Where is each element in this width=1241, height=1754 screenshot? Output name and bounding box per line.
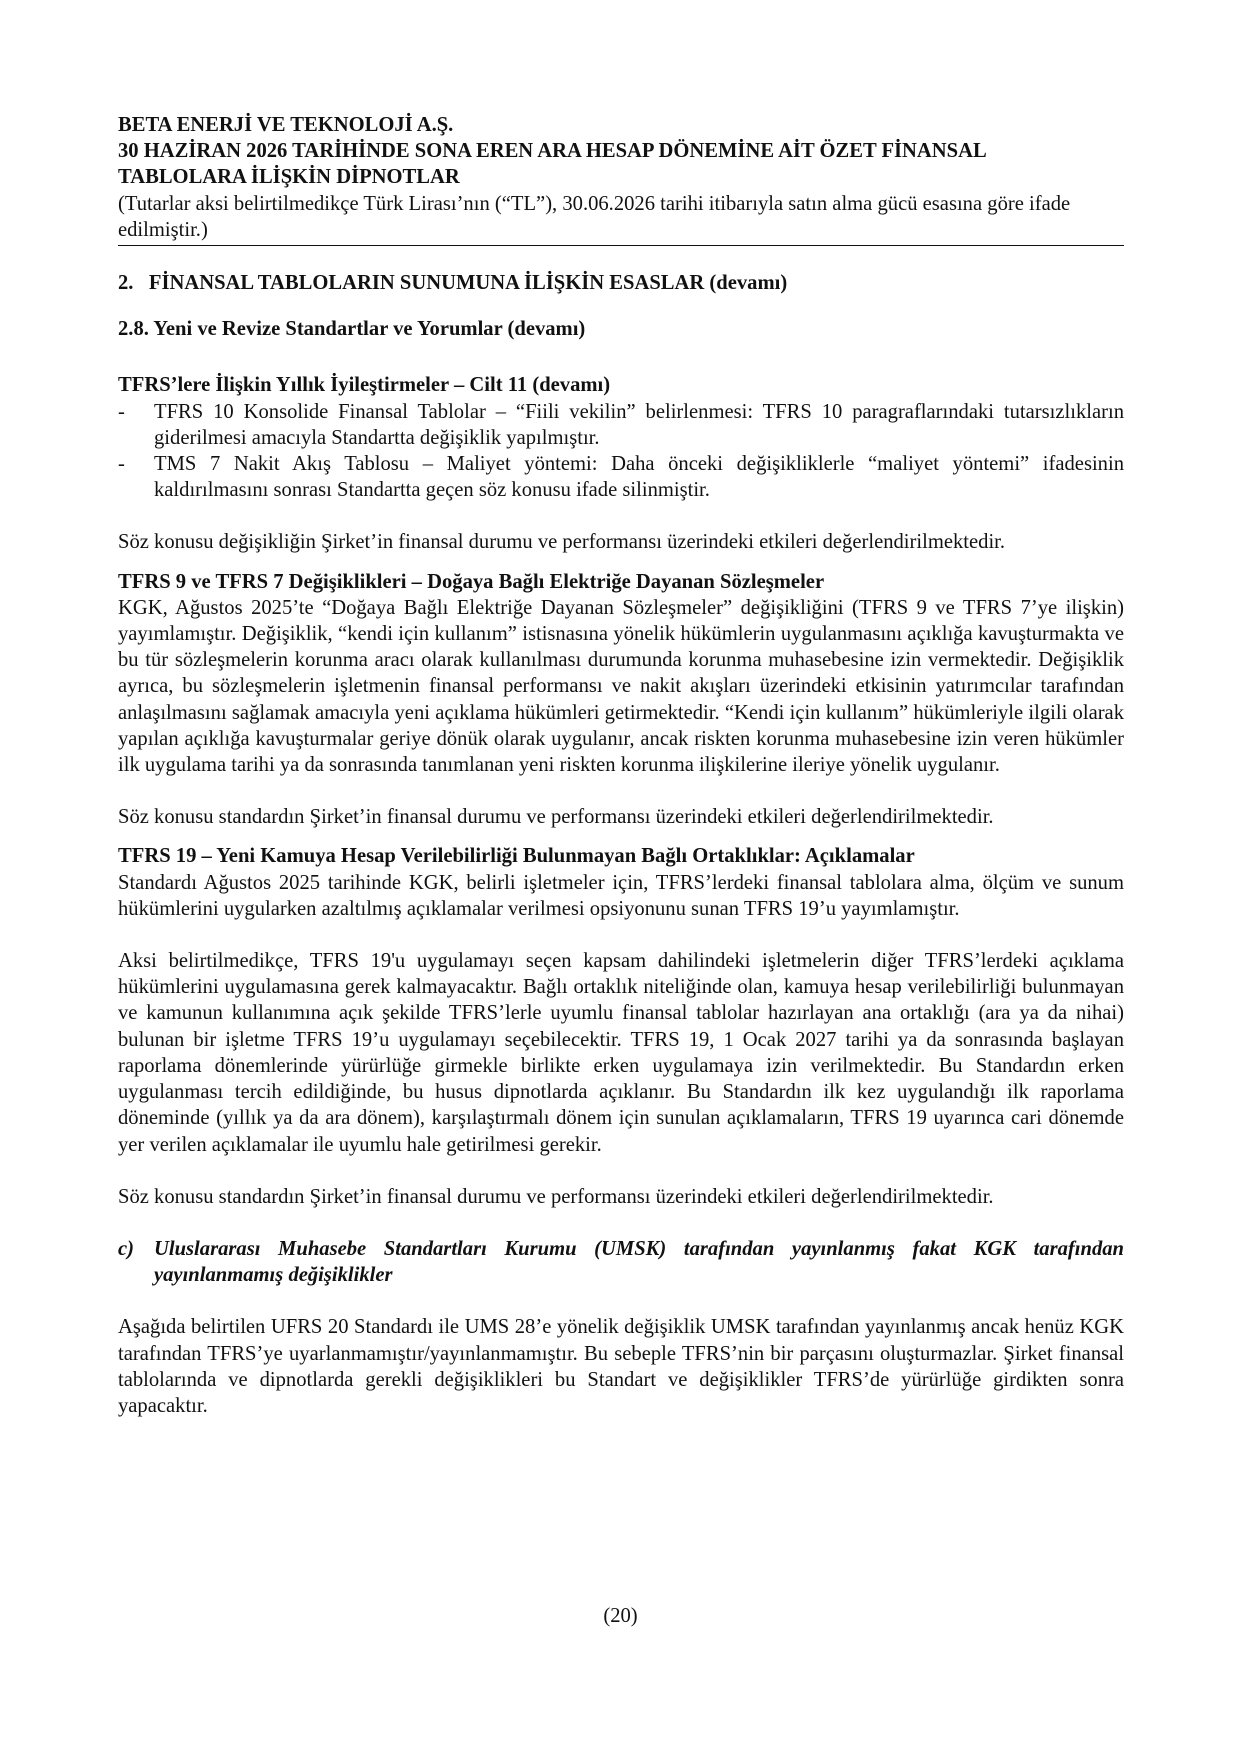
company-name: BETA ENERJİ VE TEKNOLOJİ A.Ş. xyxy=(118,114,454,136)
tfrs9-tfrs7-heading: TFRS 9 ve TFRS 7 Değişiklikleri – Doğaya Bağlı Elektriğe Dayanan Sözleşmeler xyxy=(118,570,825,593)
header-divider xyxy=(118,245,1124,246)
page-number: (20) xyxy=(603,1605,638,1627)
umsk-heading xyxy=(118,1236,1124,1288)
annual-improvements-list xyxy=(118,399,1124,504)
tfrs19-heading: TFRS 19 – Yeni Kamuya Hesap Verilebilirliği Bulunmayan Bağlı Ortaklıklar: Açıklamalar xyxy=(118,845,915,868)
report-title-line-2: TABLOLARA İLİŞKİN DİPNOTLAR xyxy=(118,166,460,189)
document-header xyxy=(118,112,1124,246)
annual-improvements-heading: TFRS’lere İlişkin Yıllık İyileştirmeler – Cilt 11 (devamı) xyxy=(118,374,611,397)
subsection-title: 2.8. Yeni ve Revize Standartlar ve Yorumlar (devamı) xyxy=(118,318,586,341)
dash-bullet: - xyxy=(118,400,125,423)
list-item xyxy=(118,451,1124,503)
umsk-heading-text: Uluslararası Muhasebe Standartları Kurumu (UMSK) tarafından yayınlanmış fakat KGK tarafından yayınlanmamış değişiklikler xyxy=(154,1237,1124,1287)
document-page xyxy=(118,112,1124,1419)
annual-improvements-conclusion: Söz konusu değişikliğin Şirket’in finansal durumu ve performansı üzerindeki etkileri değerlendirilmektedir. xyxy=(118,531,1006,554)
tfrs19-body-1: Standardı Ağustos 2025 tarihinde KGK, belirli işletmeler için, TFRS’lerdeki finansal tablolara alma, ölçüm ve sunum hükümlerini uygularken azaltılmış açıklamalar verilmesi opsiyonunu sunan TFRS 19’u yayımlamıştır. xyxy=(118,871,1124,920)
list-item-text: TMS 7 Nakit Akış Tablosu – Maliyet yöntemi: Daha önceki değişikliklerle “maliyet yöntemi” ifadesinin kaldırılmasını sonrası Standartta geçen söz konusu ifade silinmiştir. xyxy=(154,453,1124,502)
umsk-heading-marker: c) xyxy=(118,1237,134,1260)
list-item-text: TFRS 10 Konsolide Finansal Tablolar – “Fiili vekilin” belirlenmesi: TFRS 10 paragraflarındaki tutarsızlıkların giderilmesi amacıyla Standartta değişiklik yapılmıştır. xyxy=(154,400,1124,449)
tfrs19-conclusion: Söz konusu standardın Şirket’in finansal durumu ve performansı üzerindeki etkileri değerlendirilmektedir. xyxy=(118,1185,994,1208)
tfrs9-tfrs7-body: KGK, Ağustos 2025’te “Doğaya Bağlı Elektriğe Dayanan Sözleşmeler” değişikliğini (TFRS 9 ve TFRS 7’ye ilişkin) yayımlamıştır. Değişiklik, “kendi için kullanım” istisnasına yönelik hükümlerin uygulanmasını açıklığa kavuşturmakta ve bu tür sözleşmelerin korunma aracı olarak kullanılması durumunda korunma muhasebesine izin vermektedir. Değişiklik ayrıca, bu sözleşmelerin işletmenin finansal performansı ve nakit akışları üzerindeki etkisinin yatırımcılar tarafından anlaşılmasını sağlamak amacıyla yeni açıklama hükümleri getirmektedir. “Kendi için kullanım” hükümleriyle ilgili olarak yapılan açıklığa kavuşturmalar geriye dönük olarak uygulanır, ancak riskten korunma muhasebesine izin veren hükümler ilk uygulama tarihi ya da sonrasında tanımlanan yeni riskten korunma ilişkilerine ileriye yönelik uygulanır. xyxy=(118,596,1124,777)
list-item xyxy=(118,399,1124,451)
report-title-line-1: 30 HAZİRAN 2026 TARİHİNDE SONA EREN ARA HESAP DÖNEMİNE AİT ÖZET FİNANSAL xyxy=(118,140,987,163)
umsk-body: Aşağıda belirtilen UFRS 20 Standardı ile UMS 28’e yönelik değişiklik UMSK tarafından yayınlanmış ancak henüz KGK tarafından TFRS’ye uyarlanmamıştır/yayınlanmamıştır. Bu sebeple TFRS’nin bir parçasını oluşturmazlar. Şirket finansal tablolarında ve dipnotlarda gerekli değişiklikleri bu Standart ve değişiklikler TFRS’de yürürlüğe girdikten sonra yapacaktır. xyxy=(118,1316,1124,1417)
dash-bullet: - xyxy=(118,453,125,476)
tfrs19-body-2: Aksi belirtilmedikçe, TFRS 19'u uygulamayı seçen kapsam dahilindeki işletmelerin diğer TFRS’lerdeki açıklama hükümlerini uygulamasına gerek kalmayacaktır. Bağlı ortaklık niteliğinde olan, kamuya hesap verilebilirliği bulunmayan ve kamunun kullanımına açık şekilde TFRS’lerle uyumlu finansal tablolar hazırlayan ana ortaklığı (ara ya da nihai) bulunan bir işletme TFRS 19’u uygulamayı seçebilecektir. TFRS 19, 1 Ocak 2027 tarihi ya da sonrasında başlayan raporlama dönemlerinde yürürlüğe girmekle birlikte erken uygulamaya izin verilmektedir. Bu Standardın erken uygulanması tercih edildiğinde, bu husus dipnotlarda açıklanır. Bu Standardın ilk kez uygulandığı ilk raporlama döneminde (yıllık ya da ara dönem), karşılaştırmalı dönem için sunulan açıklamaların, TFRS 19 uyarınca cari dönemde yer verilen açıklamalar ile uyumlu hale getirilmesi gerekir. xyxy=(118,950,1124,1156)
report-subtitle: (Tutarlar aksi belirtilmedikçe Türk Lirası’nın (“TL”), 30.06.2026 tarihi itibarıyla satın alma gücü esasına göre ifade edilmiştir.) xyxy=(118,192,1071,241)
section-title: 2. FİNANSAL TABLOLARIN SUNUMUNA İLİŞKİN ESASLAR (devamı) xyxy=(118,272,788,295)
tfrs9-tfrs7-conclusion: Söz konusu standardın Şirket’in finansal durumu ve performansı üzerindeki etkileri değerlendirilmektedir. xyxy=(118,806,994,829)
